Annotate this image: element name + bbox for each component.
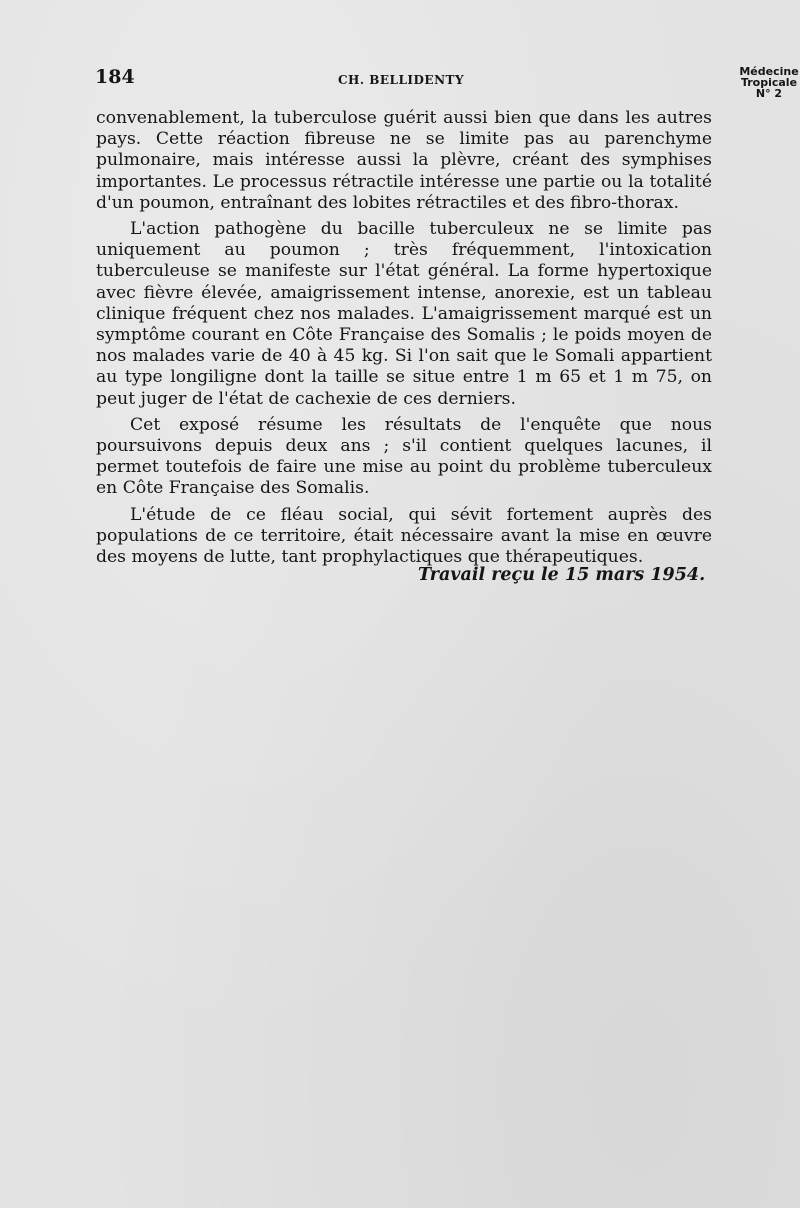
paragraph: L'étude de ce fléau social, qui sévit fortement auprès des populations de ce territoire, était nécessaire avant la mise en œuvre des moyens de lutte, tant prophylactiques que thérapeutiques. [96, 504, 712, 568]
received-date-note: Travail reçu le 15 mars 1954. [418, 565, 706, 585]
paragraph: Cet exposé résume les résultats de l'enquête que nous poursuivons depuis deux ans ; s'il contient quelques lacunes, il permet toutefois de faire une mise au point du problème tuberculeux en Côte Française des Somalis. [96, 414, 712, 499]
page-number: 184 [95, 66, 135, 88]
running-head-author: CH. BELLIDENTY [338, 73, 465, 87]
paragraph: L'action pathogène du bacille tuberculeux ne se limite pas uniquement au poumon ; très fréquemment, l'intoxication tuberculeuse se manifeste sur l'état général. La forme hypertoxique avec fièvre élevée, amaigrissement intense, anorexie, est un tableau clinique fréquent chez nos malades. L'amaigrissement marqué est un symptôme courant en Côte Française des Somalis ; le poids moyen de nos malades varie de 40 à 45 kg. Si l'on sait que le Somali appartient au type longiligne dont la taille se situe entre 1 m 65 et 1 m 75, on peut juger de l'état de cachexie de ces derniers. [96, 219, 712, 409]
page-header [95, 66, 705, 92]
journal-tag [738, 66, 800, 99]
journal-subtitle: Tropicale [740, 76, 798, 89]
journal-name: Médecine [739, 65, 799, 78]
article-body [96, 108, 712, 573]
journal-issue: N° 2 [755, 87, 783, 100]
paragraph: convenablement, la tuberculose guérit aussi bien que dans les autres pays. Cette réaction fibreuse ne se limite pas au parenchyme pulmonaire, mais intéresse aussi la plèvre, créant des symphises importantes. Le processus rétractile intéresse une partie ou la totalité d'un poumon, entraînant des lobites rétractiles et des fibro-thorax. [96, 108, 712, 213]
